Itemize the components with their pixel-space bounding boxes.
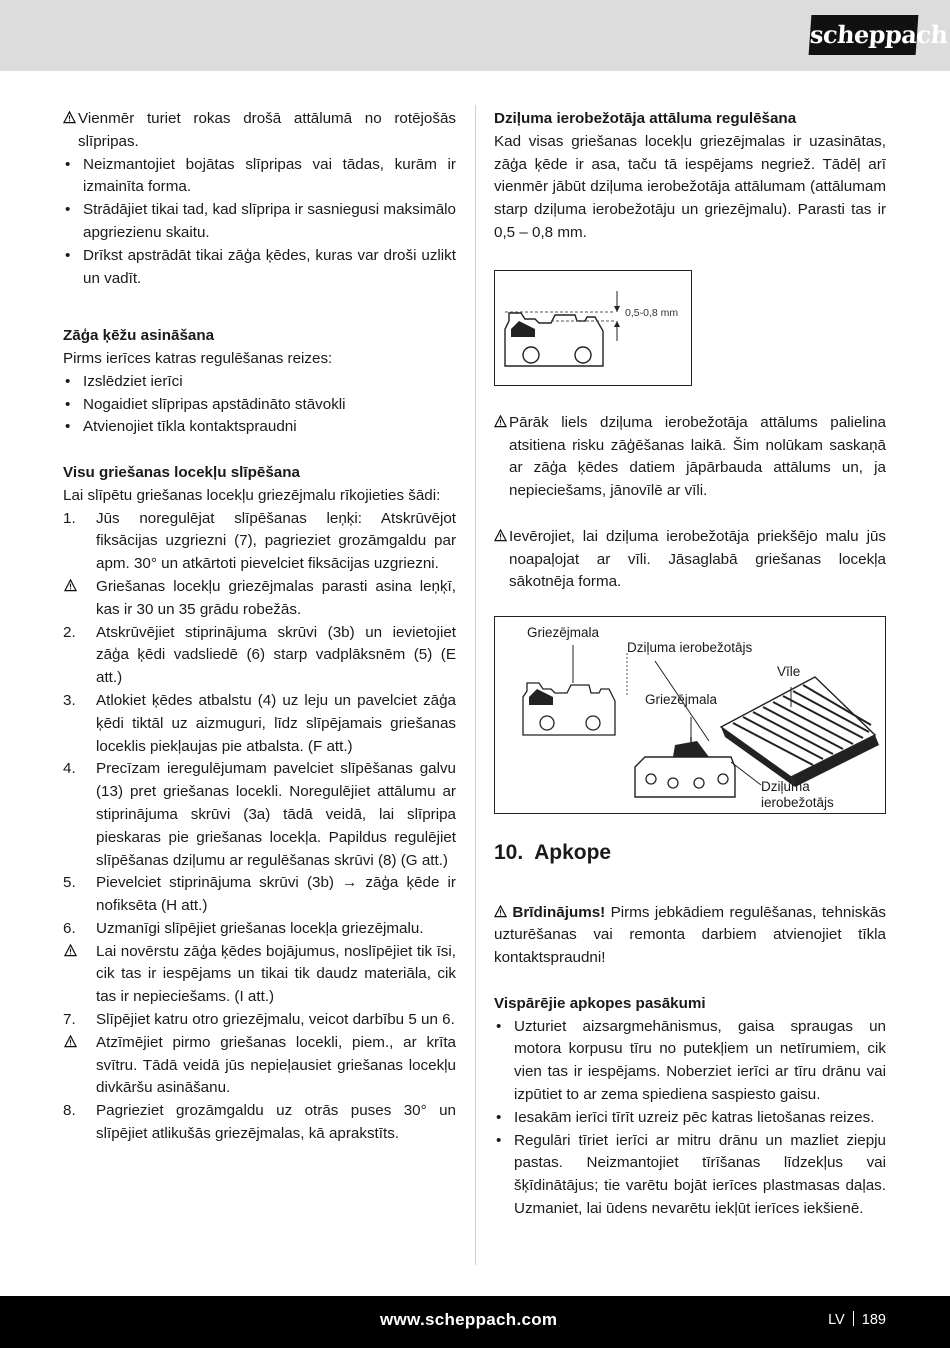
scheppach-logo: scheppach	[809, 15, 919, 55]
warning-paragraph: Brīdinājums! Pirms jebkādiem regulēšanas, tehniskās uzturēšanas vai remonta darbiem atvienojiet tīkla kontaktspraudni!	[494, 903, 886, 967]
list-item: Griešanas locekļu griezējmalas parasti asina leņķī, kas ir 30 un 35 grādu robežās.	[63, 576, 456, 622]
header-bar	[0, 0, 950, 71]
gauge-label: 0,5-0,8 mm	[625, 306, 679, 319]
list-item: 5. Pievelciet stiprinājuma skrūvi (3b) → zāģa ķēde ir nofiksēta (H att.)	[63, 874, 456, 915]
page-number: LV 189	[828, 1312, 886, 1328]
warning-paragraph: Vienmēr turiet rokas drošā attālumā no rotējošās slīpripas.	[63, 108, 456, 154]
list-item: • Drīkst apstrādāt tikai zāģa ķēdes, kuras var droši uzlikt un vadīt.	[65, 246, 456, 287]
bullet-list	[63, 154, 456, 291]
paragraph: Pirms ierīces katras regulēšanas reizes:	[63, 349, 333, 367]
figure-label: Dziļuma ierobežotājs	[627, 640, 753, 656]
list-item: 7. Slīpējiet katru otro griezējmalu, veicot darbību 5 un 6.	[63, 1011, 455, 1029]
warning-paragraph: Pārāk liels dziļuma ierobežotāja attālums palielina atsitiena risku zāģēšanas laikā. Šim nolūkam saskaņā ar zāģa ķēdes datiem jāpārbauda attālums un, ja nepieciešams, jānovīlē ar vīli.	[494, 412, 886, 503]
footer-bar	[0, 1296, 950, 1348]
list-item: Atzīmējiet pirmo griešanas locekli, piem., ar krīta svītru. Tādā veidā jūs nepieļausiet griešanas locekļu divkāršu asināšanu.	[63, 1032, 456, 1100]
section-heading: Visu griešanas locekļu slīpēšana	[63, 463, 300, 481]
paragraph: Kad visas griešanas locekļu griezējmalas ir uzasinātas, zāģa ķēde ir asa, taču tā iespējams negriež. Tādēļ arī vienmēr jābūt dziļuma ierobežotāja attālumam (attālumam starp dziļuma ierobežotāju un griezējmalu). Parasti tas ir 0,5 – 0,8 mm.	[494, 132, 886, 241]
bullet-list	[494, 1016, 886, 1221]
warning-triangle-icon	[64, 941, 77, 964]
section-heading: Zāģa ķēžu asināšana	[63, 327, 215, 345]
warning-paragraph: Ievērojiet, lai dziļuma ierobežotāja priekšējo malu jūs noapaļojat ar vīli. Jāsaglabā griešanas locekļa sākotnēja forma.	[494, 526, 886, 594]
list-item: Lai novērstu zāģa ķēdes bojājumus, noslīpējiet tik īsi, cik tas ir iespējams un tikai tik daudz materiāla, cik tas ir nepieciešams. (I att.)	[63, 941, 456, 1009]
bullet-list	[63, 371, 456, 439]
list-item: 1. Jūs noregulējat slīpēšanas leņķi: Atskrūvējot fiksācijas uzgriezni (7), pagrieziet grozāmgaldu par apm. 30° un atkārtoti pievelciet fiksācijas uzgriezni.	[63, 509, 456, 573]
website-url: www.scheppach.com	[380, 1310, 558, 1329]
figure-label: ierobežotājs	[761, 795, 834, 811]
warning-triangle-icon	[494, 412, 507, 435]
warning-triangle-icon	[64, 576, 77, 599]
list-item: • Iesakām ierīci tīrīt uzreiz pēc katras lietošanas reizes.	[496, 1108, 875, 1126]
list-item: 2. Atskrūvējiet stiprinājuma skrūvi (3b) un ievietojiet zāģa ķēdi vadsliedē (6) starp vadplāksnēm (5) (E att.)	[63, 623, 456, 687]
warning-triangle-icon	[63, 108, 76, 131]
file-sharpening-figure	[494, 616, 886, 814]
list-item: • Atvienojiet tīkla kontaktspraudni	[65, 418, 297, 436]
list-item: • Uzturiet aizsargmehānismus, gaisa spraugas un motora korpusu tīru no putekļiem un netīrumiem, cik vien tas ir iespējams. Noberziet ierīci ar tīru drānu vai izpūtiet to ar zema spiediena saspiesto gaisu.	[496, 1017, 886, 1103]
section-heading: Dziļuma ierobežotāja attāluma regulēšana	[494, 110, 797, 127]
figure-label: Dziļuma	[761, 779, 810, 795]
warning-triangle-icon	[64, 1032, 77, 1055]
warning-triangle-icon	[494, 904, 507, 921]
list-item: 4. Precīzam ieregulējumam pavelciet slīpēšanas galvu (13) pret griešanas locekli. Noregulējiet attālumu ar stiprinājuma skrūvi (3a) tādā veidā, lai slīpripa pieskaras pie griešanas locekļa. Papildus regulējiet slīpēšanas dziļumu ar regulēšanas skrūvi (8) (G att.)	[63, 760, 456, 869]
chapter-heading: 10. Apkope	[494, 841, 612, 865]
figure-label: Griezējmala	[645, 692, 718, 708]
steps-list	[63, 508, 456, 1146]
list-item: • Strādājiet tikai tad, kad slīpripa ir sasniegusi maksimālo apgriezienu skaitu.	[65, 201, 456, 241]
chain-link-drawing	[495, 271, 691, 385]
list-item: 3. Atlokiet ķēdes atbalstu (4) uz leju un pavelciet zāģa ķēdi tiktāl uz aizmuguri, līdz slīpējamais griešanas loceklis piekļaujas pie atbalsta. (F att.)	[63, 691, 456, 755]
list-item: • Neizmantojiet bojātas slīpripas vai tādas, kurām ir izmainīta forma.	[65, 155, 456, 196]
figure-label: Griezējmala	[527, 625, 600, 641]
list-item: • Izslēdziet ierīci	[65, 372, 183, 390]
depth-gauge-figure	[494, 270, 692, 386]
list-item: • Nogaidiet slīpripas apstādināto stāvokli	[65, 395, 346, 413]
column-divider	[475, 105, 476, 1265]
warning-triangle-icon	[494, 526, 507, 549]
list-item: 8. Pagrieziet grozāmgaldu uz otrās puses 30° un slīpējiet atlikušās griezējmalas, kā aprakstīts.	[63, 1102, 456, 1143]
list-item: 6. Uzmanīgi slīpējiet griešanas locekļa griezējmalu.	[63, 919, 424, 937]
section-heading: Vispārējie apkopes pasākumi	[494, 994, 706, 1012]
figure-label: Vīle	[777, 664, 801, 680]
paragraph: Lai slīpētu griešanas locekļu griezējmalu rīkojieties šādi:	[63, 486, 441, 504]
left-column	[63, 108, 456, 1146]
right-column	[494, 108, 886, 1221]
list-item: • Regulāri tīriet ierīci ar mitru drānu un mazliet ziepju pastas. Neizmantojiet tīrīšanas līdzekļus vai šķīdinātājus; tie varētu bojāt ierīces plastmasas daļas. Uzmaniet, lai ūdens nevarētu iekļūt ierīces iekšienē.	[496, 1131, 886, 1217]
